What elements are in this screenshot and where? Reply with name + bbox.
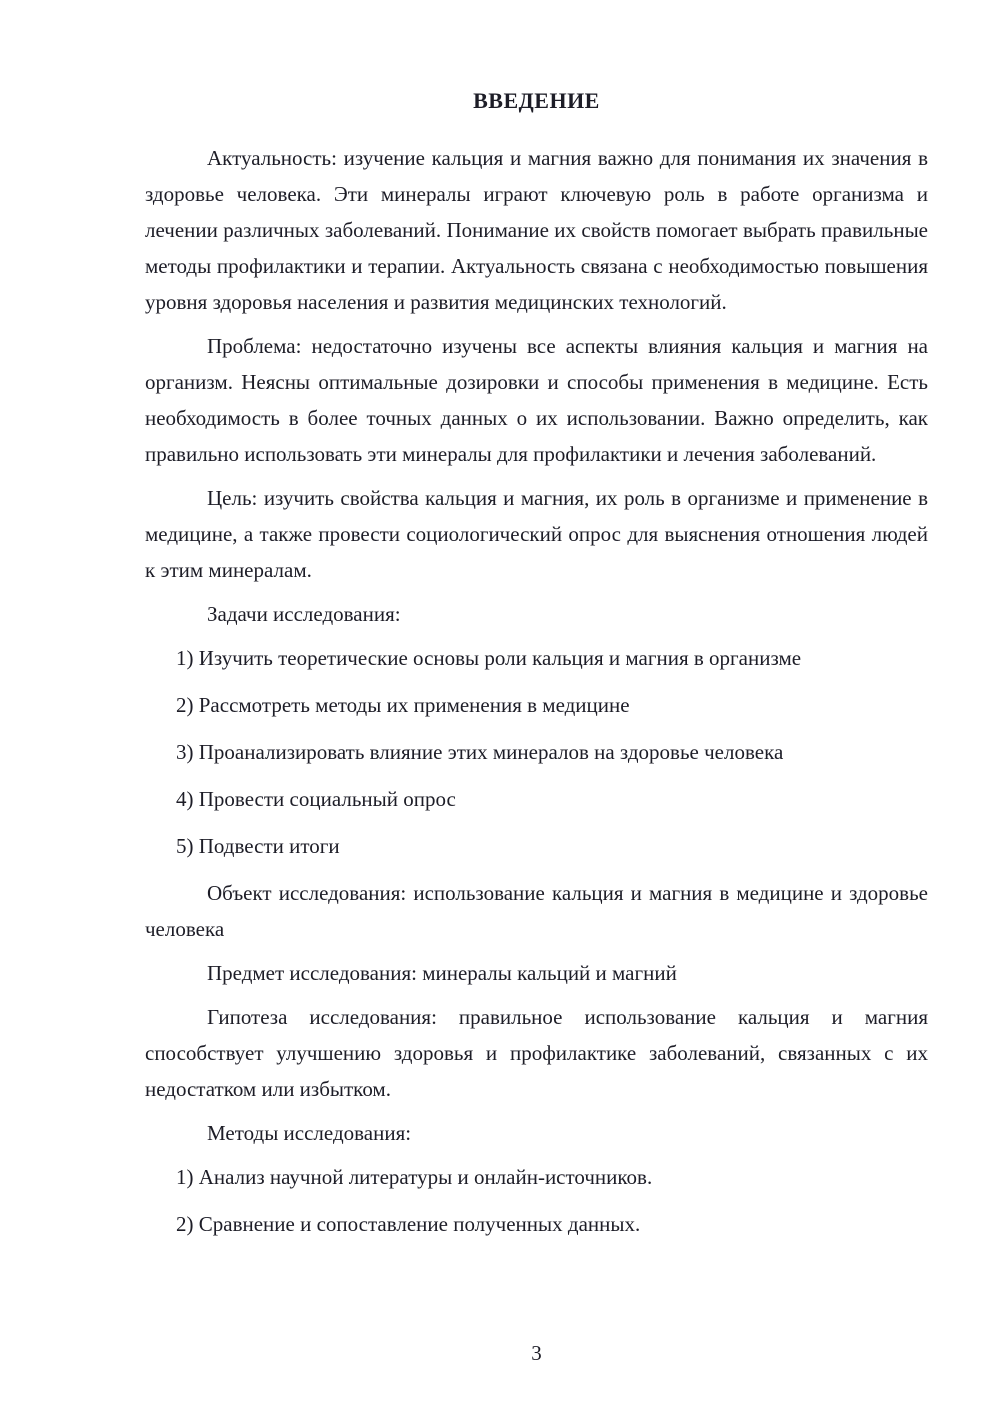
- paragraph-goal: Цель: изучить свойства кальция и магния, их роль в организме и применение в медицине, а также провести социологический опрос для выяснения отношения людей к этим минералам.: [145, 486, 928, 582]
- list-item-method-2: 2) Сравнение и сопоставление полученных данных.: [176, 1212, 641, 1236]
- list-item-method-1: 1) Анализ научной литературы и онлайн-источников.: [176, 1165, 653, 1189]
- list-item-task-1: 1) Изучить теоретические основы роли кальция и магния в организме: [176, 646, 802, 670]
- paragraph-methods-heading: Методы исследования:: [207, 1121, 412, 1145]
- paragraph-relevance: Актуальность: изучение кальция и магния важно для понимания их значения в здоровье человека. Эти минералы играют ключевую роль в работе организма и лечении различных заболеваний. Понимание их свойств помогает выбрать правильные методы профилактики и терапии. Актуальность связана с необходимостью повышения уровня здоровья населения и развития медицинских технологий.: [145, 146, 928, 314]
- paragraph-tasks-heading: Задачи исследования:: [207, 602, 401, 626]
- list-item-task-2: 2) Рассмотреть методы их применения в медицине: [176, 693, 630, 717]
- paragraph-subject: Предмет исследования: минералы кальций и магний: [207, 961, 677, 985]
- list-item-task-5: 5) Подвести итоги: [176, 834, 340, 858]
- paragraph-hypothesis: Гипотеза исследования: правильное использование кальция и магния способствует улучшению здоровья и профилактике заболеваний, связанных с их недостатком или избытком.: [145, 1005, 928, 1101]
- page-number: 3: [531, 1341, 542, 1365]
- paragraph-problem: Проблема: недостаточно изучены все аспекты влияния кальция и магния на организм. Неясны оптимальные дозировки и способы применения в медицине. Есть необходимость в более точных данных о их использовании. Важно определить, как правильно использовать эти минералы для профилактики и лечения заболеваний.: [145, 334, 928, 466]
- page-title: ВВЕДЕНИЕ: [473, 88, 600, 113]
- list-item-task-4: 4) Провести социальный опрос: [176, 787, 456, 811]
- paragraph-object: Объект исследования: использование кальция и магния в медицине и здоровье человека: [145, 881, 928, 941]
- list-item-task-3: 3) Проанализировать влияние этих минералов на здоровье человека: [176, 740, 784, 764]
